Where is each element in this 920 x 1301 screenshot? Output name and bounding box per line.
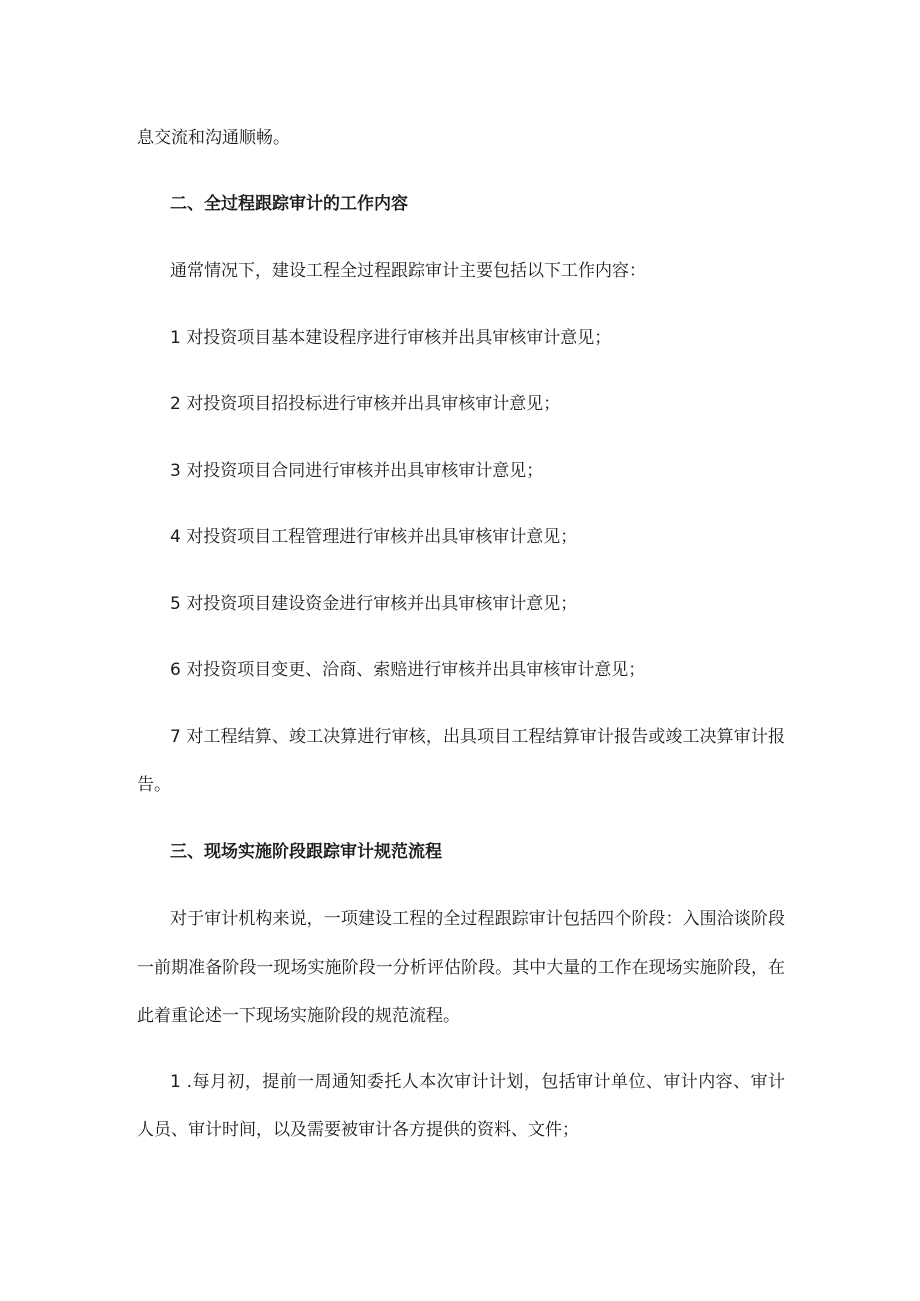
- paragraph-continuation: 息交流和沟通顺畅。: [137, 128, 290, 148]
- intro-paragraph: 通常情况下，建设工程全过程跟踪审计主要包括以下工作内容：: [170, 261, 646, 281]
- list-item-5: 5 对投资项目建设资金进行审核并出具审核审计意见；: [170, 594, 578, 614]
- step-1-line-1: 1 .每月初，提前一周通知委托人本次审计计划，包括审计单位、审计内容、审计: [170, 1072, 785, 1092]
- list-item-4: 4 对投资项目工程管理进行审核并出具审核审计意见；: [170, 527, 578, 547]
- step-1-line-2: 人员、审计时间，以及需要被审计各方提供的资料、文件；: [137, 1120, 579, 1140]
- section-heading-3: 三、现场实施阶段跟踪审计规范流程: [170, 842, 442, 862]
- stage-paragraph-line-2: 一前期准备阶段一现场实施阶段一分析评估阶段。其中大量的工作在现场实施阶段，在: [137, 958, 785, 978]
- section-heading-2: 二、全过程跟踪审计的工作内容: [170, 194, 408, 214]
- list-item-2: 2 对投资项目招投标进行审核并出具审核审计意见；: [170, 394, 561, 414]
- stage-paragraph-line-1: 对于审计机构来说，一项建设工程的全过程跟踪审计包括四个阶段：入围洽谈阶段: [170, 909, 785, 929]
- list-item-7-line-1: 7 对工程结算、竣工决算进行审核，出具项目工程结算审计报告或竣工决算审计报: [170, 727, 785, 747]
- list-item-7-line-2: 告。: [137, 775, 171, 795]
- list-item-3: 3 对投资项目合同进行审核并出具审核审计意见；: [170, 461, 544, 481]
- list-item-1: 1 对投资项目基本建设程序进行审核并出具审核审计意见；: [170, 328, 612, 348]
- list-item-6: 6 对投资项目变更、洽商、索赔进行审核并出具审核审计意见；: [170, 660, 646, 680]
- stage-paragraph-line-3: 此着重论述一下现场实施阶段的规范流程。: [137, 1006, 460, 1026]
